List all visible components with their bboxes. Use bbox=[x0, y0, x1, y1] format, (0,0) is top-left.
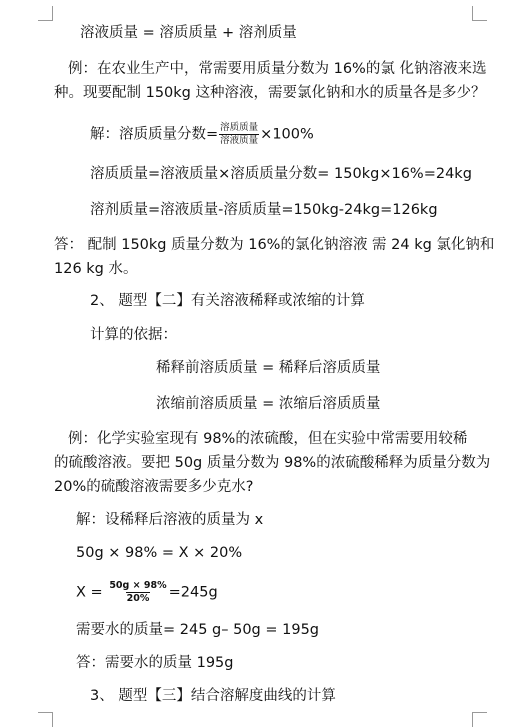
solution-prefix: 解：溶质质量分数= bbox=[90, 126, 219, 143]
example-text: 种。现要配制 150kg 这种溶液，需要氯化钠和水的质量各是多少？ bbox=[54, 85, 486, 101]
answer-text: 答： 配制 150kg 质量分数为 16%的氯化钠溶液 需 24 kg 氯化钠和 bbox=[54, 237, 495, 253]
water-mass-calc: 需要水的质量= 245 g– 50g = 195g bbox=[76, 622, 320, 638]
dilution-rule: 稀释前溶质质量 = 稀释后溶质质量 bbox=[156, 360, 381, 376]
solution-suffix: ×100% bbox=[260, 126, 314, 143]
fraction bbox=[219, 122, 259, 147]
x-solution bbox=[76, 580, 218, 605]
page-corner-mark bbox=[472, 6, 487, 21]
fraction-denominator: 20% bbox=[126, 593, 150, 604]
formula-solution-mass: 溶液质量 = 溶质质量 + 溶剂质量 bbox=[80, 25, 297, 41]
x-suffix: =245g bbox=[168, 584, 218, 601]
concentration-rule: 浓缩前溶质质量 = 浓缩后溶质质量 bbox=[156, 396, 381, 412]
answer-text: 答：需要水的质量 195g bbox=[76, 655, 234, 671]
page-corner-mark bbox=[472, 712, 487, 727]
fraction-numerator: 溶质质量 bbox=[220, 122, 259, 133]
solution-mass-fraction bbox=[90, 122, 314, 147]
equation: 50g × 98% = X × 20% bbox=[76, 545, 243, 561]
fraction-denominator: 溶液质量 bbox=[220, 135, 259, 146]
solvent-mass-calc: 溶剂质量=溶液质量-溶质质量=150kg-24kg=126kg bbox=[90, 202, 438, 218]
solution-setup: 解：设稀释后溶液的质量为 x bbox=[76, 512, 264, 528]
answer-text: 126 kg 水。 bbox=[54, 261, 138, 277]
page-corner-mark bbox=[38, 712, 53, 727]
section-heading: 2、 题型【二】有关溶液稀释或浓缩的计算 bbox=[90, 293, 365, 309]
solute-mass-calc: 溶质质量=溶液质量×溶质质量分数= 150kg×16%=24kg bbox=[90, 166, 472, 182]
example-text: 例：在农业生产中，常需要用质量分数为 16%的氯 化钠溶液来选 bbox=[68, 61, 487, 77]
example-text: 例：化学实验室现有 98%的浓硫酸，但在实验中常需要用较稀 bbox=[68, 431, 468, 447]
example-text: 20%的硫酸溶液需要多少克水? bbox=[54, 479, 254, 495]
page-corner-mark bbox=[38, 6, 53, 21]
example-text: 的硫酸溶液。要把 50g 质量分数为 98%的浓硫酸稀释为质量分数为 bbox=[54, 455, 491, 471]
fraction bbox=[108, 580, 167, 605]
fraction-numerator: 50g × 98% bbox=[109, 580, 167, 591]
basis-label: 计算的依据： bbox=[90, 327, 177, 343]
x-prefix: X = bbox=[76, 584, 108, 601]
section-heading: 3、 题型【三】结合溶解度曲线的计算 bbox=[90, 688, 336, 704]
